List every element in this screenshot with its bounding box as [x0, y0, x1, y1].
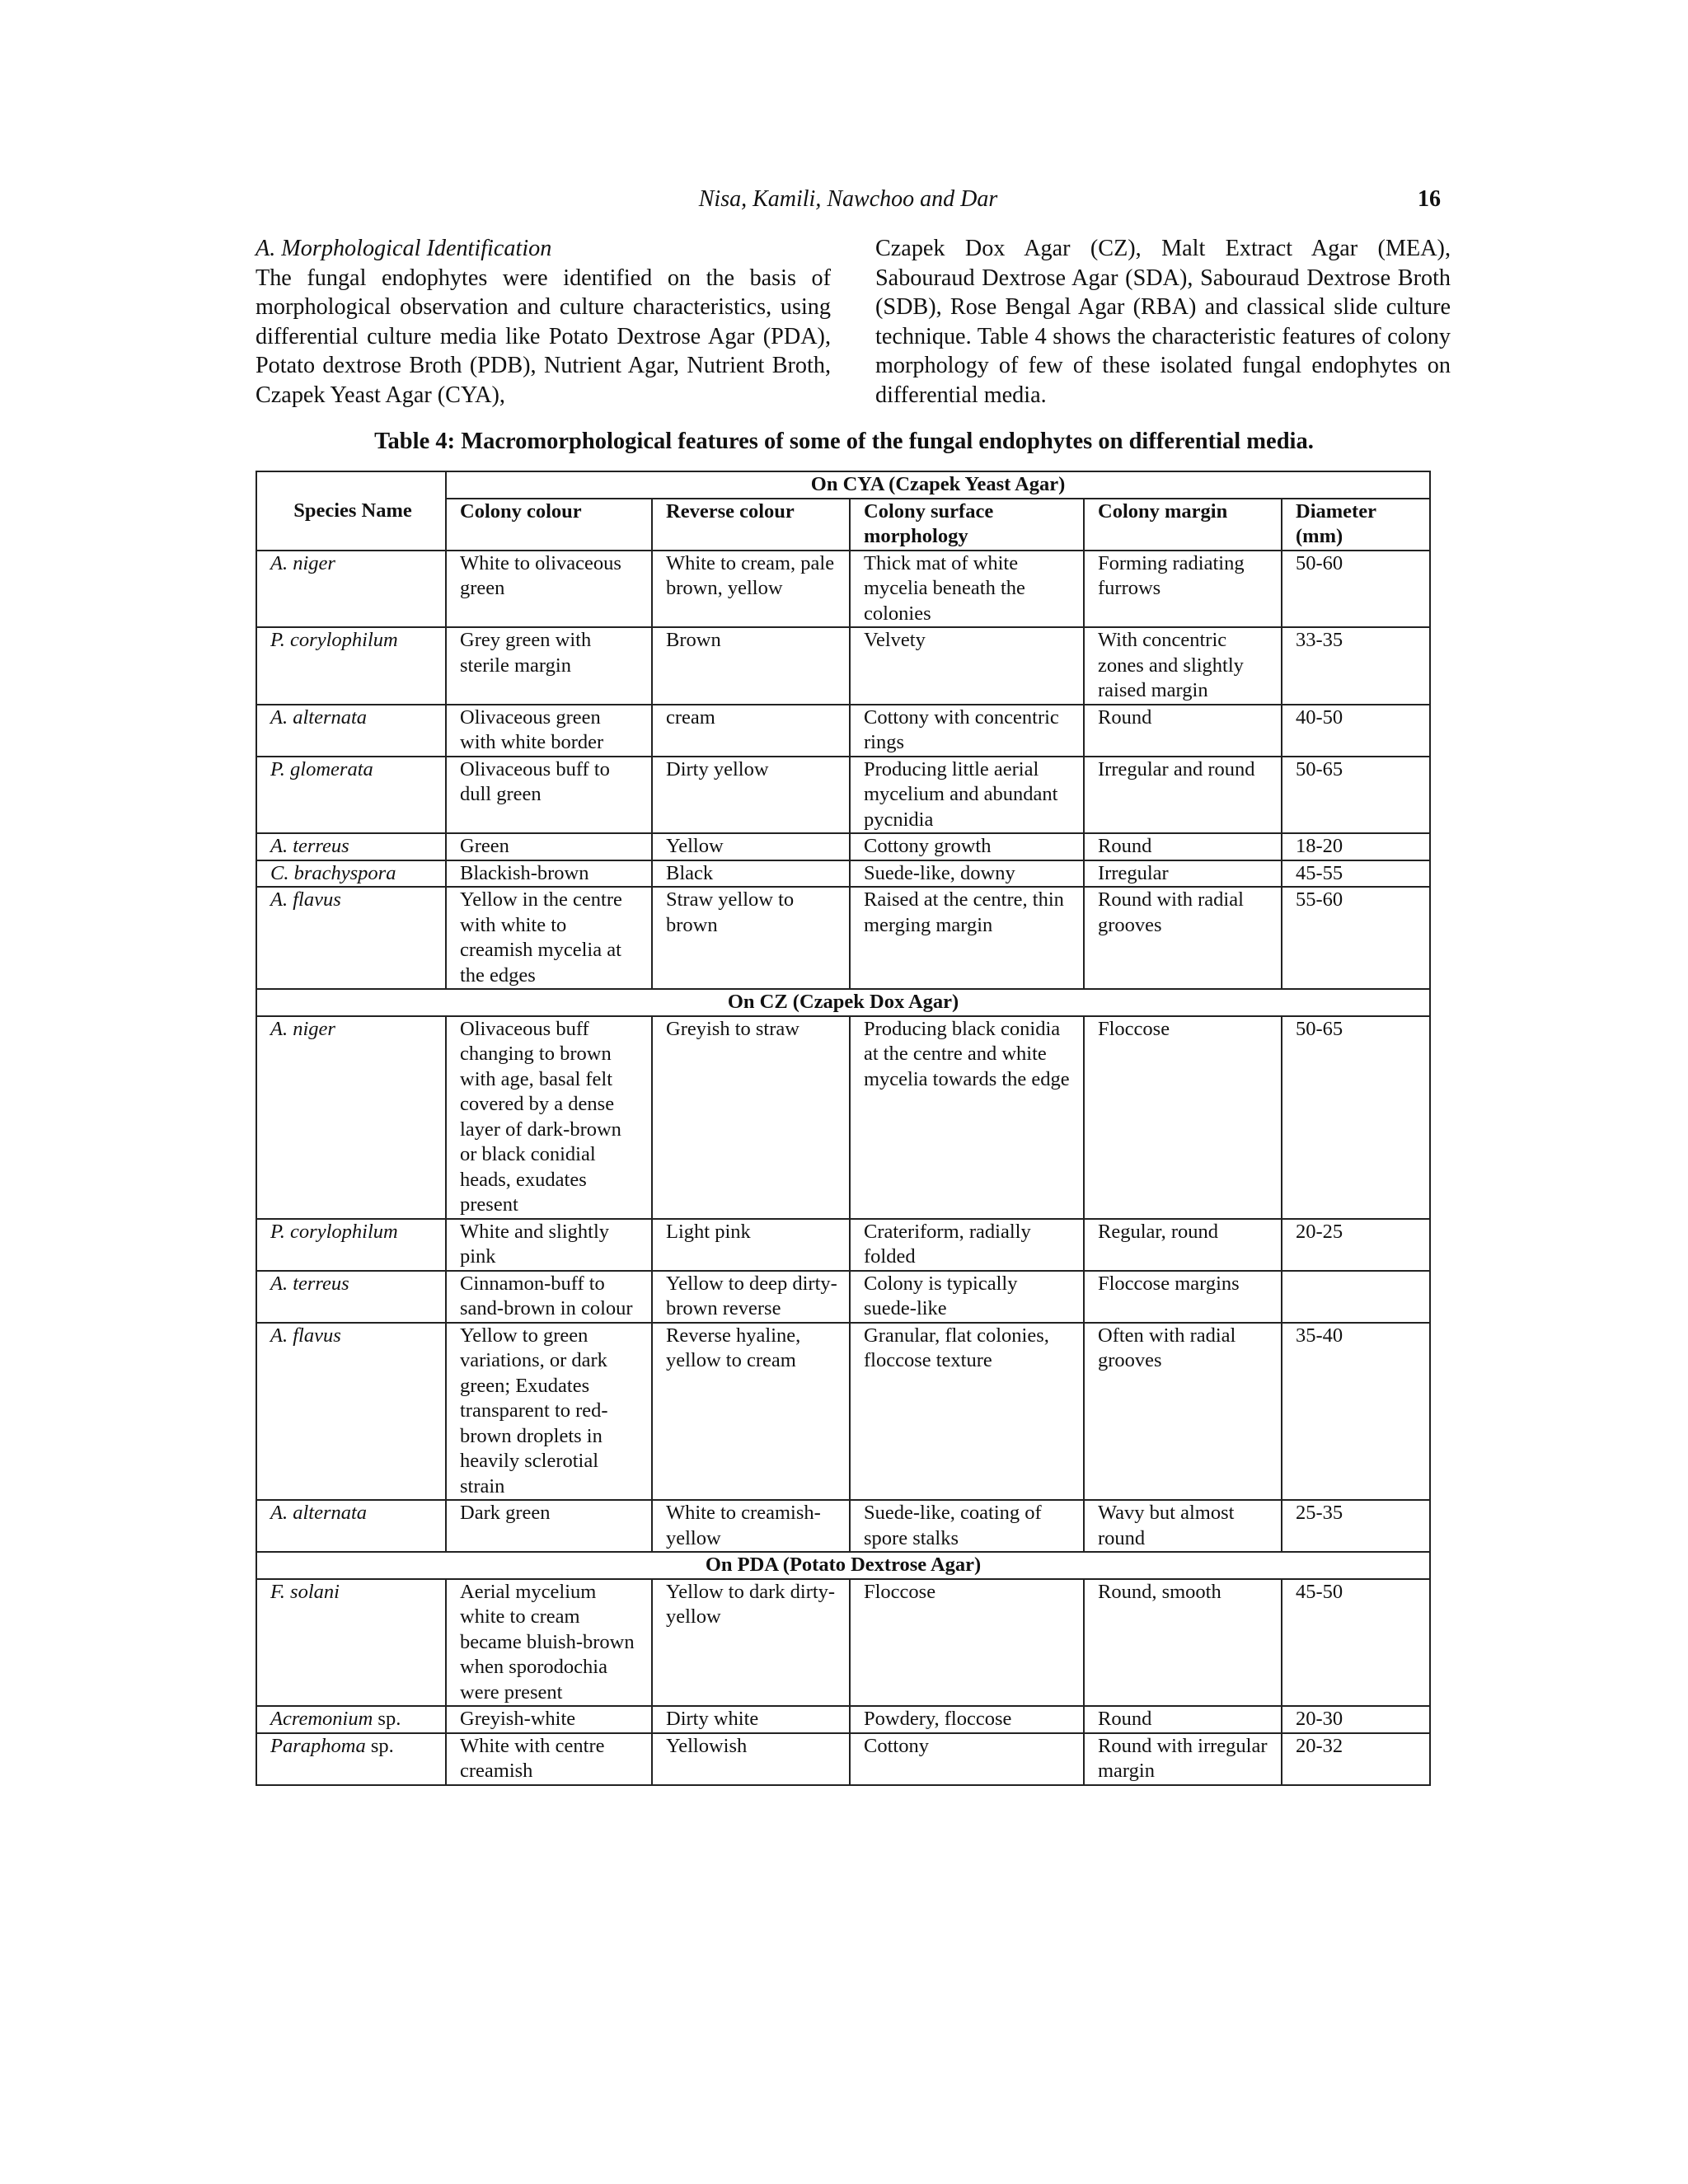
reverse-colour-cell: White to cream, pale brown, yellow [652, 551, 850, 628]
surface-morphology-cell: Granular, flat colonies, floccose texture [850, 1323, 1084, 1501]
species-cell [256, 757, 446, 834]
species-cell [256, 1733, 446, 1785]
column-header-surface-morphology: Colony surface morphology [850, 499, 1084, 551]
surface-morphology-cell: Floccose [850, 1579, 1084, 1707]
species-name: P. corylophilum [270, 1220, 398, 1243]
colony-margin-cell: Often with radial grooves [1084, 1323, 1282, 1501]
colony-margin-cell: Wavy but almost round [1084, 1500, 1282, 1552]
colony-margin-cell: Round [1084, 833, 1282, 860]
table-row [256, 551, 1430, 628]
reverse-colour-cell: Yellowish [652, 1733, 850, 1785]
diameter-cell: 40-50 [1282, 705, 1430, 757]
species-suffix: sp. [373, 1708, 401, 1730]
surface-morphology-cell: Colony is typically suede-like [850, 1271, 1084, 1323]
reverse-colour-cell: Reverse hyaline, yellow to cream [652, 1323, 850, 1501]
table-row [256, 627, 1430, 705]
colony-margin-cell: Round, smooth [1084, 1579, 1282, 1707]
diameter-cell: 20-25 [1282, 1219, 1430, 1271]
table-row [256, 1579, 1430, 1707]
species-cell [256, 860, 446, 888]
surface-morphology-cell: Suede-like, downy [850, 860, 1084, 888]
section-header-row [256, 989, 1430, 1016]
species-name-header: Species Name [256, 471, 446, 551]
species-suffix: sp. [365, 1734, 394, 1757]
column-header-reverse-colour: Reverse colour [652, 499, 850, 551]
left-column [256, 234, 831, 410]
species-cell [256, 627, 446, 705]
morphology-table [256, 471, 1431, 1786]
reverse-colour-cell: Brown [652, 627, 850, 705]
colony-margin-cell: Round [1084, 1706, 1282, 1733]
table-row [256, 833, 1430, 860]
right-paragraph: Czapek Dox Agar (CZ), Malt Extract Agar (MEA), Sabouraud Dextrose Agar (SDA), Sabouraud Dextrose Broth (SDB), Rose Bengal Agar (RBA) and classical slide culture technique. Table 4 shows the characteristic features of colony morphology of few of these isolated fungal endophytes on differential media. [875, 236, 1451, 408]
colony-margin-cell: With concentric zones and slightly raised margin [1084, 627, 1282, 705]
species-cell [256, 1706, 446, 1733]
left-paragraph: The fungal endophytes were identified on the basis of morphological observation and culture characteristics, using differential culture media like Potato Dextrose Agar (PDA), Potato dextrose Broth (PDB), Nutrient Agar, Nutrient Broth, Czapek Yeast Agar (CYA), [256, 265, 831, 408]
table-row [256, 1706, 1430, 1733]
table-row [256, 887, 1430, 989]
surface-morphology-cell: Thick mat of white mycelia beneath the colonies [850, 551, 1084, 628]
diameter-cell: 20-30 [1282, 1706, 1430, 1733]
section-title: On PDA (Potato Dextrose Agar) [256, 1552, 1430, 1579]
page-header [256, 183, 1441, 216]
surface-morphology-cell: Cottony with concentric rings [850, 705, 1084, 757]
diameter-cell: 55-60 [1282, 887, 1430, 989]
reverse-colour-cell: White to creamish-yellow [652, 1500, 850, 1552]
colony-colour-cell: Greyish-white [446, 1706, 652, 1733]
surface-morphology-cell: Raised at the centre, thin merging margin [850, 887, 1084, 989]
column-header-diameter: Diameter (mm) [1282, 499, 1430, 551]
table-row [256, 860, 1430, 888]
diameter-cell: 35-40 [1282, 1323, 1430, 1501]
table-row [256, 1323, 1430, 1501]
species-cell [256, 1271, 446, 1323]
colony-colour-cell: Cinnamon-buff to sand-brown in colour [446, 1271, 652, 1323]
table-caption: Table 4: Macromorphological features of some of the fungal endophytes on differential media. [374, 429, 1314, 454]
column-header-colony-margin: Colony margin [1084, 499, 1282, 551]
species-cell [256, 1500, 446, 1552]
surface-morphology-cell: Cottony [850, 1733, 1084, 1785]
table-row [256, 1733, 1430, 1785]
reverse-colour-cell: Dirty white [652, 1706, 850, 1733]
species-name: A. alternata [270, 705, 368, 729]
reverse-colour-cell: Black [652, 860, 850, 888]
colony-colour-cell: Yellow in the centre with white to creamish mycelia at the edges [446, 887, 652, 989]
species-cell [256, 887, 446, 989]
colony-colour-cell: Grey green with sterile margin [446, 627, 652, 705]
diameter-cell: 25-35 [1282, 1500, 1430, 1552]
species-name: A. flavus [270, 888, 341, 911]
species-name: P. corylophilum [270, 629, 398, 651]
diameter-cell: 18-20 [1282, 833, 1430, 860]
right-column [875, 234, 1451, 410]
species-name: P. glomerata [270, 757, 373, 780]
diameter-cell: 45-55 [1282, 860, 1430, 888]
colony-colour-cell: Green [446, 833, 652, 860]
colony-colour-cell: Olivaceous green with white border [446, 705, 652, 757]
colony-margin-cell: Floccose [1084, 1016, 1282, 1219]
species-name: A. flavus [270, 1324, 341, 1347]
colony-margin-cell: Round [1084, 705, 1282, 757]
species-cell [256, 551, 446, 628]
colony-colour-cell: White and slightly pink [446, 1219, 652, 1271]
table-header-row [256, 471, 1430, 499]
species-name: A. terreus [270, 1272, 349, 1295]
diameter-cell [1282, 1271, 1430, 1323]
table-row [256, 1016, 1430, 1219]
surface-morphology-cell: Velvety [850, 627, 1084, 705]
section-subheading: A. Morphological Identification [256, 236, 552, 261]
species-cell [256, 705, 446, 757]
running-head: Nisa, Kamili, Nawchoo and Dar [698, 186, 998, 212]
diameter-cell: 20-32 [1282, 1733, 1430, 1785]
surface-morphology-cell: Producing black conidia at the centre and white mycelia towards the edge [850, 1016, 1084, 1219]
species-name: A. alternata [270, 1502, 368, 1524]
reverse-colour-cell: Yellow to deep dirty-brown reverse [652, 1271, 850, 1323]
page-number: 16 [1418, 186, 1441, 212]
diameter-cell: 50-65 [1282, 757, 1430, 834]
table-body [256, 551, 1430, 1785]
colony-margin-cell: Irregular and round [1084, 757, 1282, 834]
table-row [256, 1219, 1430, 1271]
diameter-cell: 50-60 [1282, 551, 1430, 628]
reverse-colour-cell: Light pink [652, 1219, 850, 1271]
species-name: F. solani [270, 1580, 340, 1603]
section-title: On CZ (Czapek Dox Agar) [256, 989, 1430, 1016]
species-cell [256, 1323, 446, 1501]
reverse-colour-cell: Yellow to dark dirty-yellow [652, 1579, 850, 1707]
colony-margin-cell: Round with radial grooves [1084, 887, 1282, 989]
reverse-colour-cell: Yellow [652, 833, 850, 860]
colony-colour-cell: Olivaceous buff to dull green [446, 757, 652, 834]
colony-margin-cell: Forming radiating furrows [1084, 551, 1282, 628]
species-cell [256, 1579, 446, 1707]
reverse-colour-cell: Greyish to straw [652, 1016, 850, 1219]
colony-colour-cell: White with centre creamish [446, 1733, 652, 1785]
colony-margin-cell: Round with irregular margin [1084, 1733, 1282, 1785]
surface-morphology-cell: Powdery, floccose [850, 1706, 1084, 1733]
species-name: A. niger [270, 1017, 335, 1040]
diameter-cell: 45-50 [1282, 1579, 1430, 1707]
species-cell [256, 1219, 446, 1271]
section-header-cya: On CYA (Czapek Yeast Agar) [446, 471, 1430, 499]
table-row [256, 705, 1430, 757]
colony-colour-cell: Dark green [446, 1500, 652, 1552]
surface-morphology-cell: Suede-like, coating of spore stalks [850, 1500, 1084, 1552]
species-name: Acremonium [270, 1708, 373, 1730]
table-row [256, 1500, 1430, 1552]
table-row [256, 1271, 1430, 1323]
reverse-colour-cell: Straw yellow to brown [652, 887, 850, 989]
colony-colour-cell: White to olivaceous green [446, 551, 652, 628]
colony-colour-cell: Blackish-brown [446, 860, 652, 888]
table-row [256, 757, 1430, 834]
species-name: Paraphoma [270, 1734, 366, 1757]
species-name: A. terreus [270, 835, 349, 857]
species-name: A. niger [270, 551, 335, 574]
diameter-cell: 50-65 [1282, 1016, 1430, 1219]
colony-colour-cell: Yellow to green variations, or dark green; Exudates transparent to red-brown droplets in heavily sclerotial strain [446, 1323, 652, 1501]
colony-margin-cell: Floccose margins [1084, 1271, 1282, 1323]
surface-morphology-cell: Producing little aerial mycelium and abundant pycnidia [850, 757, 1084, 834]
species-cell [256, 1016, 446, 1219]
colony-margin-cell: Irregular [1084, 860, 1282, 888]
colony-colour-cell: Olivaceous buff changing to brown with age, basal felt covered by a dense layer of dark-brown or black conidial heads, exudates present [446, 1016, 652, 1219]
reverse-colour-cell: Dirty yellow [652, 757, 850, 834]
diameter-cell: 33-35 [1282, 627, 1430, 705]
reverse-colour-cell: cream [652, 705, 850, 757]
colony-colour-cell: Aerial mycelium white to cream became bluish-brown when sporodochia were present [446, 1579, 652, 1707]
section-header-row [256, 1552, 1430, 1579]
surface-morphology-cell: Crateriform, radially folded [850, 1219, 1084, 1271]
colony-margin-cell: Regular, round [1084, 1219, 1282, 1271]
surface-morphology-cell: Cottony growth [850, 833, 1084, 860]
species-cell [256, 833, 446, 860]
species-name: C. brachyspora [270, 861, 396, 884]
column-header-colony-colour: Colony colour [446, 499, 652, 551]
